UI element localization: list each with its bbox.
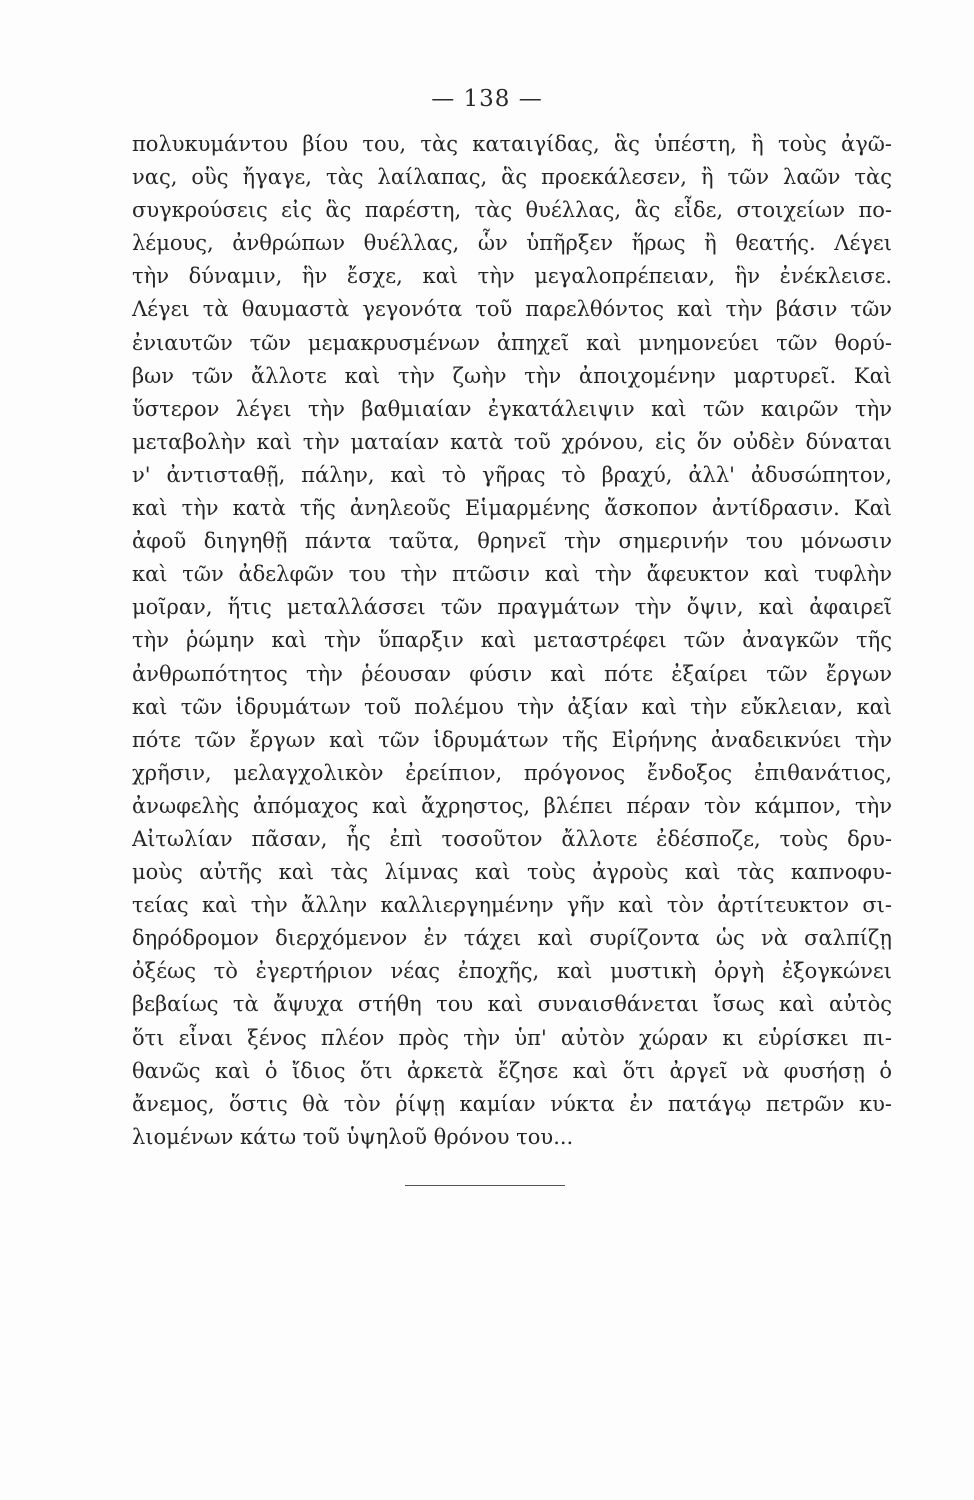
text-line: τὴν ῥώμην καὶ τὴν ὕπαρξιν καὶ μεταστρέφει τῶν ἀναγκῶν τῆς <box>132 628 892 653</box>
text-line: ἀφοῦ διηγηθῇ πάντα ταῦτα, θρηνεῖ τὴν σημερινήν του μόνωσιν <box>132 529 892 554</box>
text-line: καὶ τὴν κατὰ τῆς ἀνηλεοῦς Εἱμαρμένης ἄσκοπον ἀντίδρασιν. Καὶ <box>132 496 892 521</box>
text-line: ἄνεμος, ὅστις θὰ τὸν ῥίψῃ καμίαν νύκτα ἐν πατάγῳ πετρῶν κυ- <box>132 1091 892 1116</box>
text-line: καὶ τῶν ἀδελφῶν του τὴν πτῶσιν καὶ τὴν ἄφευκτον καὶ τυφλὴν <box>132 562 892 587</box>
text-line: χρῆσιν, μελαγχολικὸν ἐρείπιον, πρόγονος ἔνδοξος ἐπιθανάτιος, <box>132 760 892 785</box>
text-line: ἀνθρωπότητος τὴν ῥέουσαν φύσιν καὶ πότε ἐξαίρει τῶν ἔργων <box>132 661 892 686</box>
text-line: συγκρούσεις εἰς ἃς παρέστη, τὰς θυέλλας, ἃς εἶδε, στοιχείων πο- <box>132 198 892 223</box>
text-line: μοῖραν, ἥτις μεταλλάσσει τῶν πραγμάτων τὴν ὄψιν, καὶ ἀφαιρεῖ <box>132 595 892 620</box>
text-line: θανῶς καὶ ὁ ἴδιος ὅτι ἀρκετὰ ἔζησε καὶ ὅτι ἀργεῖ νὰ φυσήσῃ ὁ <box>132 1058 892 1083</box>
text-line: λέμους, ἀνθρώπων θυέλλας, ὧν ὑπῆρξεν ἥρως ἢ θεατής. Λέγει <box>132 231 892 256</box>
text-line: ὀξέως τὸ ἐγερτήριον νέας ἐποχῆς, καὶ μυστικὴ ὀργὴ ἐξογκώνει <box>132 959 892 984</box>
text-line: βεβαίως τὰ ἄψυχα στήθη του καὶ συναισθάνεται ἴσως καὶ αὐτὸς <box>132 992 892 1017</box>
text-line: Λέγει τὰ θαυμαστὰ γεγονότα τοῦ παρελθόντος καὶ τὴν βάσιν τῶν <box>132 297 892 322</box>
text-line: ὕστερον λέγει τὴν βαθμιαίαν ἐγκατάλειψιν καὶ τῶν καιρῶν τὴν <box>132 396 892 421</box>
text-line: ὅτι εἶναι ξένος πλέον πρὸς τὴν ὑπ' αὐτὸν χώραν κι εὑρίσκει πι- <box>132 1025 892 1050</box>
text-line: καὶ τῶν ἱδρυμάτων τοῦ πολέμου τὴν ἀξίαν καὶ τὴν εὔκλειαν, καὶ <box>132 694 892 719</box>
text-line: Αἰτωλίαν πᾶσαν, ἧς ἐπὶ τοσοῦτον ἄλλοτε ἐδέσποζε, τοὺς δρυ- <box>132 826 892 851</box>
page-number: — 138 — <box>431 86 543 112</box>
text-line: μοὺς αὐτῆς καὶ τὰς λίμνας καὶ τοὺς ἀγροὺς καὶ τὰς καπνοφυ- <box>132 860 892 885</box>
text-line: πολυκυμάντου βίου του, τὰς καταιγίδας, ἃς ὑπέστη, ἢ τοὺς ἀγῶ- <box>132 132 892 156</box>
text-line: ἀνωφελὴς ἀπόμαχος καὶ ἄχρηστος, βλέπει πέραν τὸν κάμπον, τὴν <box>132 793 892 818</box>
text-line: δηρόδρομον διερχόμενον ἐν τάχει καὶ συρίζοντα ὡς νὰ σαλπίζῃ <box>132 926 892 951</box>
text-line: μεταβολὴν καὶ τὴν ματαίαν κατὰ τοῦ χρόνου, εἰς ὅν οὐδὲν δύναται <box>132 429 892 454</box>
text-line: νας, οὓς ἤγαγε, τὰς λαίλαπας, ἃς προεκάλεσεν, ἢ τῶν λαῶν τὰς <box>132 165 892 190</box>
text-line: ν' ἀντισταθῇ, πάλην, καὶ τὸ γῆρας τὸ βραχύ, ἀλλ' ἀδυσώπητον, <box>132 462 892 487</box>
body-text <box>132 128 892 1154</box>
text-line: πότε τῶν ἔργων καὶ τῶν ἱδρυμάτων τῆς Εἰρήνης ἀναδεικνύει τὴν <box>132 727 892 752</box>
text-line: τείας καὶ τὴν ἄλλην καλλιεργημένην γῆν καὶ τὸν ἀρτίτευκτον σι- <box>132 893 892 918</box>
end-divider <box>405 1185 565 1186</box>
text-line: ἐνιαυτῶν τῶν μεμακρυσμένων ἀπηχεῖ καὶ μνημονεύει τῶν θορύ- <box>132 330 892 355</box>
text-line: τὴν δύναμιν, ἣν ἔσχε, καὶ τὴν μεγαλοπρέπειαν, ἣν ἐνέκλεισε. <box>132 264 892 289</box>
text-line: βων τῶν ἄλλοτε καὶ τὴν ζωὴν τὴν ἀποιχομένην μαρτυρεῖ. Καὶ <box>132 363 892 388</box>
text-line: λιομένων κάτω τοῦ ὑψηλοῦ θρόνου του... <box>132 1124 574 1149</box>
